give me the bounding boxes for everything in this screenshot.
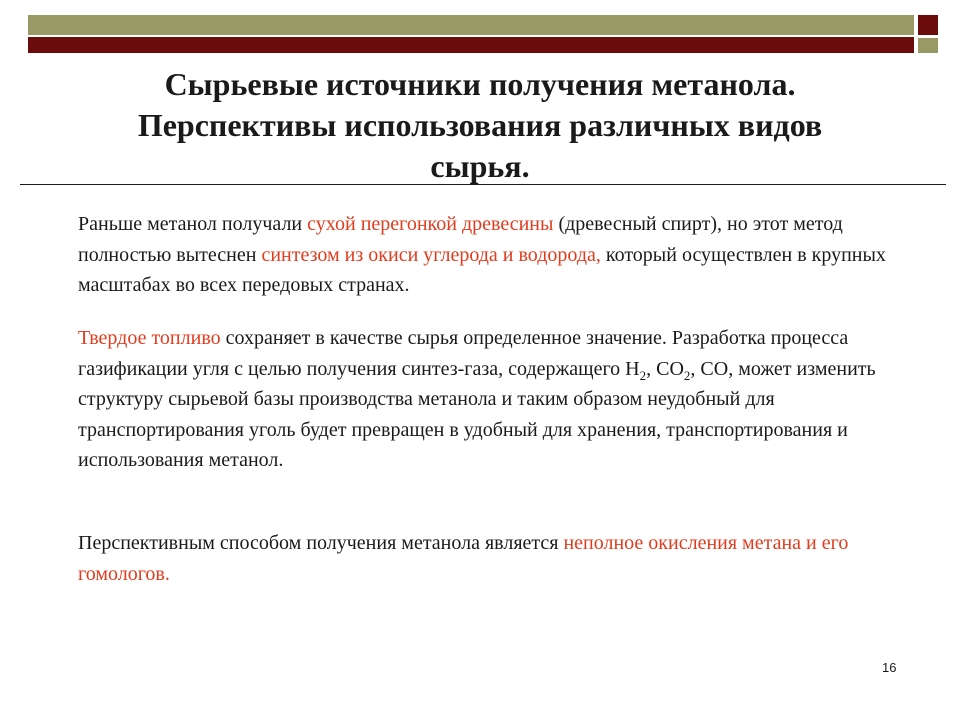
title-underline	[20, 184, 946, 185]
title-line-1: Сырьевые источники получения метанола.	[164, 66, 796, 102]
text: , СО	[646, 357, 684, 380]
text: который осуществлен в крупных масштабах во всех передовых странах.	[78, 243, 886, 296]
text: сохраняет в качестве сырья определенное значение. Разработка процесса газификации угля с целью получения синтез-газа, содержащего Н	[78, 327, 849, 380]
corner-square-olive	[918, 38, 938, 53]
subscript: 2	[639, 367, 647, 383]
title-line-2: Перспективы использования различных видов	[137, 107, 823, 143]
highlight-partial-oxidation: неполное окисления метана и его гомологов.	[78, 532, 849, 585]
paragraph-solid-fuel	[78, 323, 923, 476]
text: Раньше метанол получали	[78, 213, 308, 235]
slide-number: 16	[882, 660, 897, 675]
paragraph-prospective	[78, 528, 923, 589]
highlight-synthesis: синтезом из окиси углерода и водорода,	[261, 243, 601, 266]
text: (древесный спирт), но этот метод полностью вытеснен	[78, 213, 843, 266]
title-line-3: сырья.	[430, 148, 530, 184]
corner-square-red	[918, 15, 938, 35]
highlight-dry-distillation: сухой перегонкой древесины	[307, 213, 554, 235]
paragraph-history	[78, 209, 923, 301]
header-bar-olive	[28, 15, 914, 35]
header-bar-dark-red	[28, 37, 914, 53]
text: Перспективным способом получения метанола является	[78, 532, 564, 554]
slide-title	[60, 64, 900, 187]
highlight-solid-fuel: Твердое топливо	[78, 327, 221, 349]
text: , СО, может изменить структуру сырьевой базы производства метанола и таким образом неудобный для транспортирования уголь будет превращен в удобный для хранения, транспортирования и использования метанол.	[78, 357, 876, 471]
subscript: 2	[683, 367, 691, 383]
